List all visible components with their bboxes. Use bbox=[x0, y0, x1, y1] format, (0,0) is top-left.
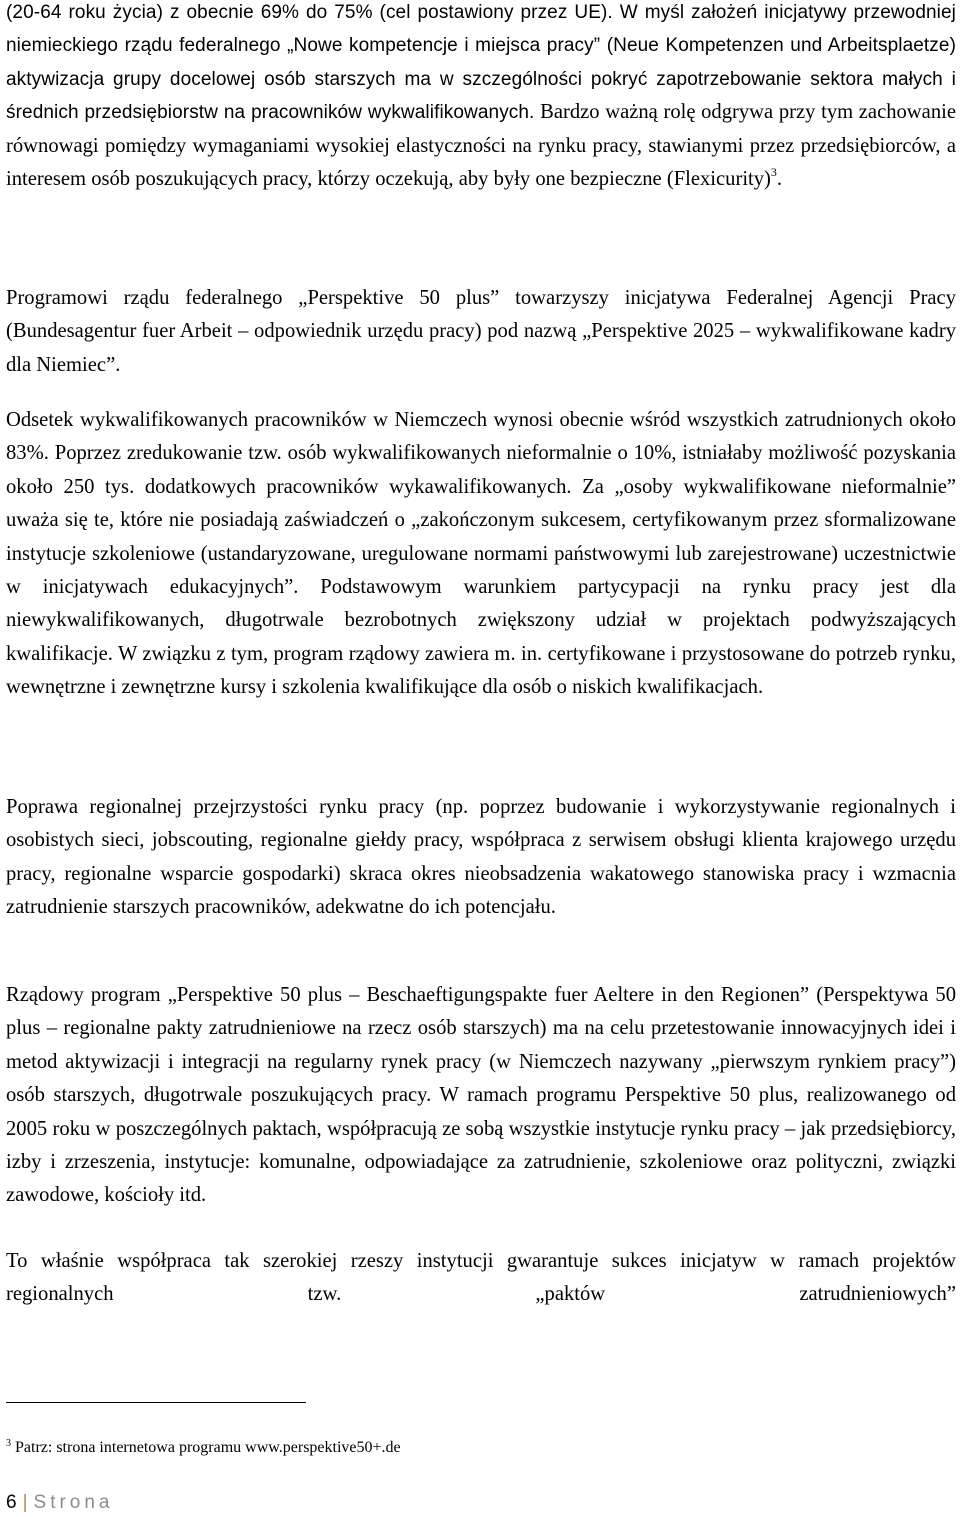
paragraph-1-end: . bbox=[776, 168, 783, 191]
page-number: 6 bbox=[6, 1492, 17, 1513]
paragraph-1 bbox=[6, 0, 956, 196]
page-footer bbox=[6, 1490, 114, 1516]
paragraph-1-sans-text: (20-64 roku życia) z obecnie 69% do 75% (cel postawiony przez UE). W myśl założeń inicjatywy przewodniej niemieckiego rządu federalnego „Nowe kompetencje i miejsca pracy” (Neue Kompetenzen und Arbeitsplaetze) aktywizacja grupy docelowej osób starszych ma w szczególności pokryć zapotrzebowanie sektora małych i średnich przedsiębiorstw na pracowników wykwalifikowanych. bbox=[6, 2, 956, 124]
paragraph-2: Programowi rządu federalnego „Perspektive 50 plus” towarzyszy inicjatywa Federalnej Agencji Pracy (Bundesagentur fuer Arbeit – odpowiednik urzędu pracy) pod nazwą „Perspektive 2025 – wykwalifikowane kadry dla Niemiec”. bbox=[6, 287, 956, 376]
paragraph-5: Rządowy program „Perspektive 50 plus – Beschaeftigungspakte fuer Aeltere in den Regionen” (Perspektywa 50 plus – regionalne pakty zatrudnieniowe na rzecz osób starszych) ma na celu przetestowanie innowacyjnych idei i metod aktywizacji i integracji na regularny rynek pracy (w Niemczech nazywany „pierwszym rynkiem pracy”) osób starszych, długotrwale poszukujących pracy. W ramach programu Perspektive 50 plus, realizowanego od 2005 roku w poszczególnych paktach, współpracują ze sobą wszystkie instytucje rynku pracy – jak przedsiębiorcy, izby i zrzeszenia, instytucje: komunalne, odpowiadające za zatrudnienie, szkoleniowe oraz polityczni, związki zawodowe, kościoły itd. bbox=[6, 984, 956, 1207]
paragraph-6: To właśnie współpraca tak szerokiej rzeszy instytucji gwarantuje sukces inicjatyw w ramach projektów regionalnych tzw. „paktów zatrudnieniowych” bbox=[6, 1250, 956, 1306]
footnote bbox=[6, 1438, 401, 1458]
footnote-number: 3 bbox=[6, 1438, 11, 1449]
footnote-ref: 3 bbox=[770, 165, 777, 180]
footnote-text: Patrz: strona internetowa programu www.perspektive50+.de bbox=[11, 1439, 401, 1456]
paragraph-1-serif-text: Bardzo ważną rolę odgrywa przy tym zachowanie równowagi pomiędzy wymaganiami wysokiej elastyczności na rynku pracy, stawianymi przez przedsiębiorców, a interesem osób poszukujących pracy, którzy oczekują, aby były one bezpieczne (Flexicurity) bbox=[6, 101, 956, 191]
paragraph-4: Poprawa regionalnej przejrzystości rynku pracy (np. poprzez budowanie i wykorzystywanie regionalnych i osobistych sieci, jobscouting, regionalne giełdy pracy, współpraca z serwisem obsługi klienta krajowego urzędu pracy, regionalne wsparcie gospodarki) skraca okres nieobsadzenia wakatowego stanowiska pracy i wzmacnia zatrudnienie starszych pracowników, adekwatne do ich potencjału. bbox=[6, 796, 956, 919]
page-label: Strona bbox=[33, 1492, 114, 1513]
footnote-divider bbox=[6, 1402, 306, 1403]
footer-separator: | bbox=[22, 1492, 28, 1513]
paragraph-3: Odsetek wykwalifikowanych pracowników w Niemczech wynosi obecnie wśród wszystkich zatrudnionych około 83%. Poprzez zredukowanie tzw. osób wykwalifikowanych nieformalnie o 10%, istniałaby możliwość pozyskania około 250 tys. dodatkowych pracowników wykawalifikowanych. Za „osoby wykwalifikowane nieformalnie” uważa się te, które nie posiadają zaświadczeń o „zakończonym sukcesem, certyfikowanym przez sformalizowane instytucje szkoleniowe (ustandaryzowane, uregulowane normami państwowymi lub zarejestrowane) uczestnictwie w inicjatywach edukacyjnych”. Podstawowym warunkiem partycypacji na rynku pracy jest dla niewykwalifikowanych, długotrwale bezrobotnych zwiększony udział w projektach podwyższających kwalifikacje. W związku z tym, program rządowy zawiera m. in. certyfikowane i przystosowane do potrzeb rynku, wewnętrzne i zewnętrzne kursy i szkolenia kwalifikujące dla osób o niskich kwalifikacjach. bbox=[6, 409, 956, 699]
